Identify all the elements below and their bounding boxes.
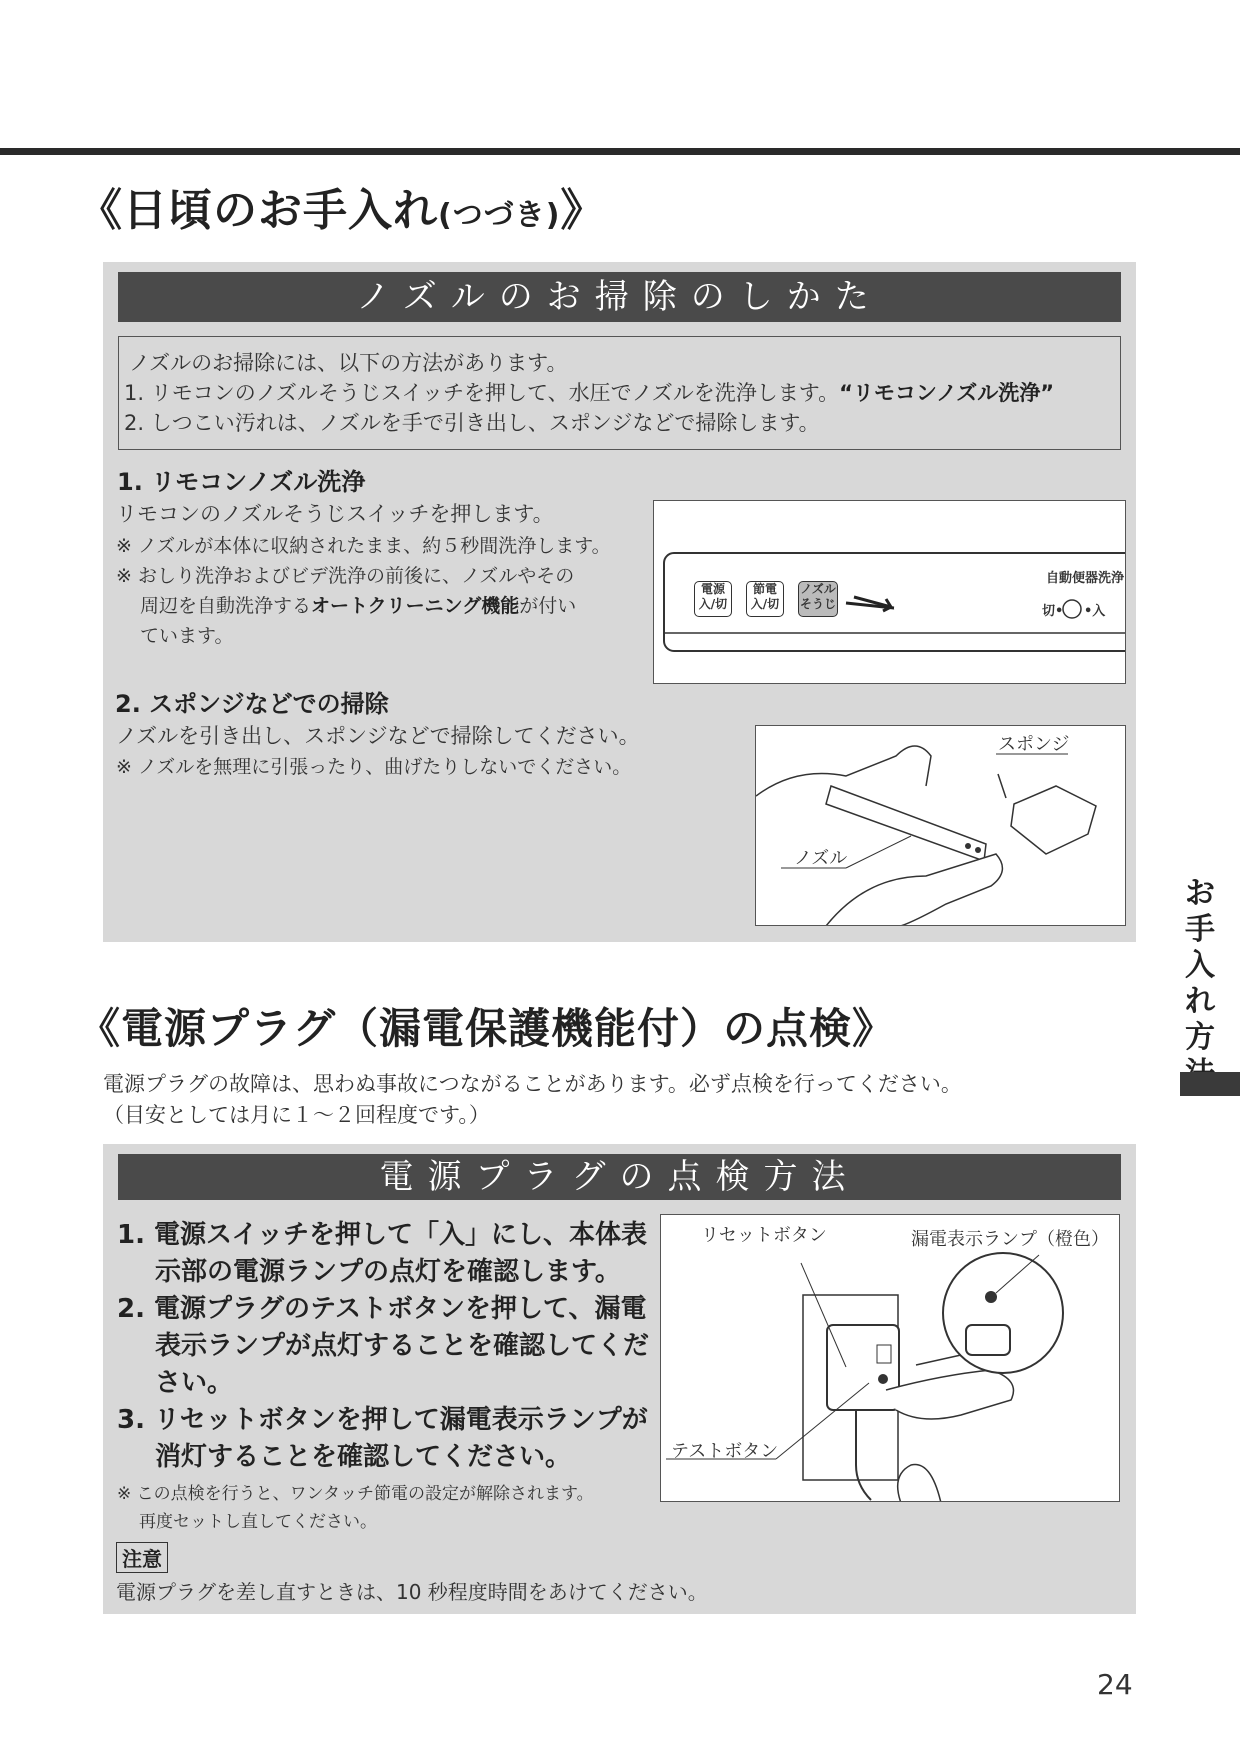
page-number: 24 — [1097, 1668, 1133, 1701]
side-tab-marker — [1180, 1072, 1240, 1096]
remote-figure — [653, 500, 1126, 684]
plug-step: 1. 電源スイッチを押して「入」にし、本体表 — [117, 1220, 647, 1250]
side-tab-label: お手入れ方 — [1185, 876, 1215, 1055]
plug-bar-title: 電源プラグの点検方法 — [118, 1154, 1121, 1200]
method1-note: ています。 — [140, 625, 234, 647]
caution-label: 注意 — [116, 1542, 168, 1573]
section1-title-sub: (つづき) — [438, 198, 561, 233]
leak-lamp-label: 漏電表示ランプ（橙色） — [911, 1229, 1109, 1250]
plug-note: 再度セットし直してください。 — [139, 1512, 377, 1532]
eco-button-l1: 節電 — [752, 582, 777, 596]
auto-clean-emph: オートクリーニング機能 — [311, 595, 520, 617]
nozzle-bar-title: ノズルのお掃除のしかた — [118, 272, 1121, 322]
method2-line: ノズルを引き出し、スポンジなどで掃除してください。 — [116, 724, 640, 748]
auto-flush-label: 自動便器洗浄 — [1046, 571, 1125, 586]
plug-step: 表示ランプが点灯することを確認してくだ — [155, 1331, 650, 1361]
method2-note: ※ ノズルを無理に引張ったり、曲げたりしないでください。 — [116, 756, 632, 778]
section2-title: 《電源プラグ（漏電保護機能付）の点検》 — [78, 1004, 896, 1053]
plug-panel — [103, 1144, 1136, 1614]
nozzle-intro-1: 1. リモコンのノズルそうじスイッチを押して、水圧でノズルを洗浄します。 — [124, 381, 840, 405]
eco-button-l2: 入/切 — [750, 597, 780, 611]
power-button-l1: 電源 — [700, 582, 725, 596]
method1-note-b: が付い — [519, 595, 577, 617]
nozzle-panel — [103, 262, 1136, 942]
plug-step: 2. 電源プラグのテストボタンを押して、漏電 — [117, 1294, 647, 1324]
plug-step: さい。 — [155, 1368, 234, 1398]
sponge-figure — [755, 725, 1126, 926]
method1-note: ※ おしり洗浄およびビデ洗浄の前後に、ノズルやその — [116, 565, 575, 587]
switch-on-label: •入 — [1084, 604, 1106, 619]
caution-text: 電源プラグを差し直すときは、10 秒程度時間をあけてください。 — [116, 1580, 708, 1604]
nozzle-clean-button-l2: そうじ — [799, 597, 836, 611]
reset-button-label: リセットボタン — [701, 1225, 827, 1246]
nozzle-sponge-drawing — [756, 726, 1126, 926]
section2-intro: 電源プラグの故障は、思わぬ事故につながることがあります。必ず点検を行ってください。 — [103, 1072, 962, 1096]
eco-button[interactable] — [746, 581, 784, 617]
method1-line: リモコンのノズルそうじスイッチを押します。 — [116, 502, 554, 526]
power-button[interactable] — [694, 581, 732, 617]
nozzle-clean-button-l1: ノズル — [800, 582, 836, 596]
nozzle-intro-box — [118, 336, 1121, 450]
nozzle-intro-line — [124, 377, 1054, 407]
method1-note: ※ ノズルが本体に収納されたまま、約５秒間洗浄します。 — [116, 535, 611, 557]
test-button-label: テストボタン — [671, 1441, 779, 1462]
plug-note: ※ この点検を行うと、ワンタッチ節電の設定が解除されます。 — [117, 1484, 594, 1504]
nozzle-label: ノズル — [794, 848, 848, 869]
section1-title-end: 》 — [560, 185, 606, 236]
top-rule — [0, 148, 1240, 155]
section1-title — [78, 174, 605, 238]
nozzle-clean-button[interactable] — [798, 581, 838, 617]
section2-intro: （目安としては月に１～２回程度です。） — [103, 1103, 490, 1127]
sponge-label: スポンジ — [998, 734, 1070, 755]
method1-note — [140, 591, 576, 618]
plug-step: 3. リセットボタンを押して漏電表示ランプが — [117, 1405, 648, 1435]
method1-note-a: 周辺を自動洗浄する — [140, 595, 312, 617]
plug-step: 消灯することを確認してください。 — [155, 1442, 572, 1472]
method1-heading: 1. リモコンノズル洗浄 — [117, 468, 366, 496]
plug-step: 示部の電源ランプの点灯を確認します。 — [155, 1257, 621, 1287]
plug-figure — [660, 1214, 1120, 1502]
nozzle-intro-emph: “リモコンノズル洗浄” — [839, 381, 1055, 405]
section1-title-text: 《日頃のお手入れ — [78, 185, 438, 236]
method2-heading: 2. スポンジなどでの掃除 — [115, 690, 389, 718]
power-button-l2: 入/切 — [698, 597, 728, 611]
switch-off-label: 切• — [1042, 604, 1064, 619]
nozzle-intro-line: ノズルのお掃除には、以下の方法があります。 — [129, 351, 568, 375]
nozzle-intro-line: 2. しつこい汚れは、ノズルを手で引き出し、スポンジなどで掃除します。 — [124, 411, 820, 435]
